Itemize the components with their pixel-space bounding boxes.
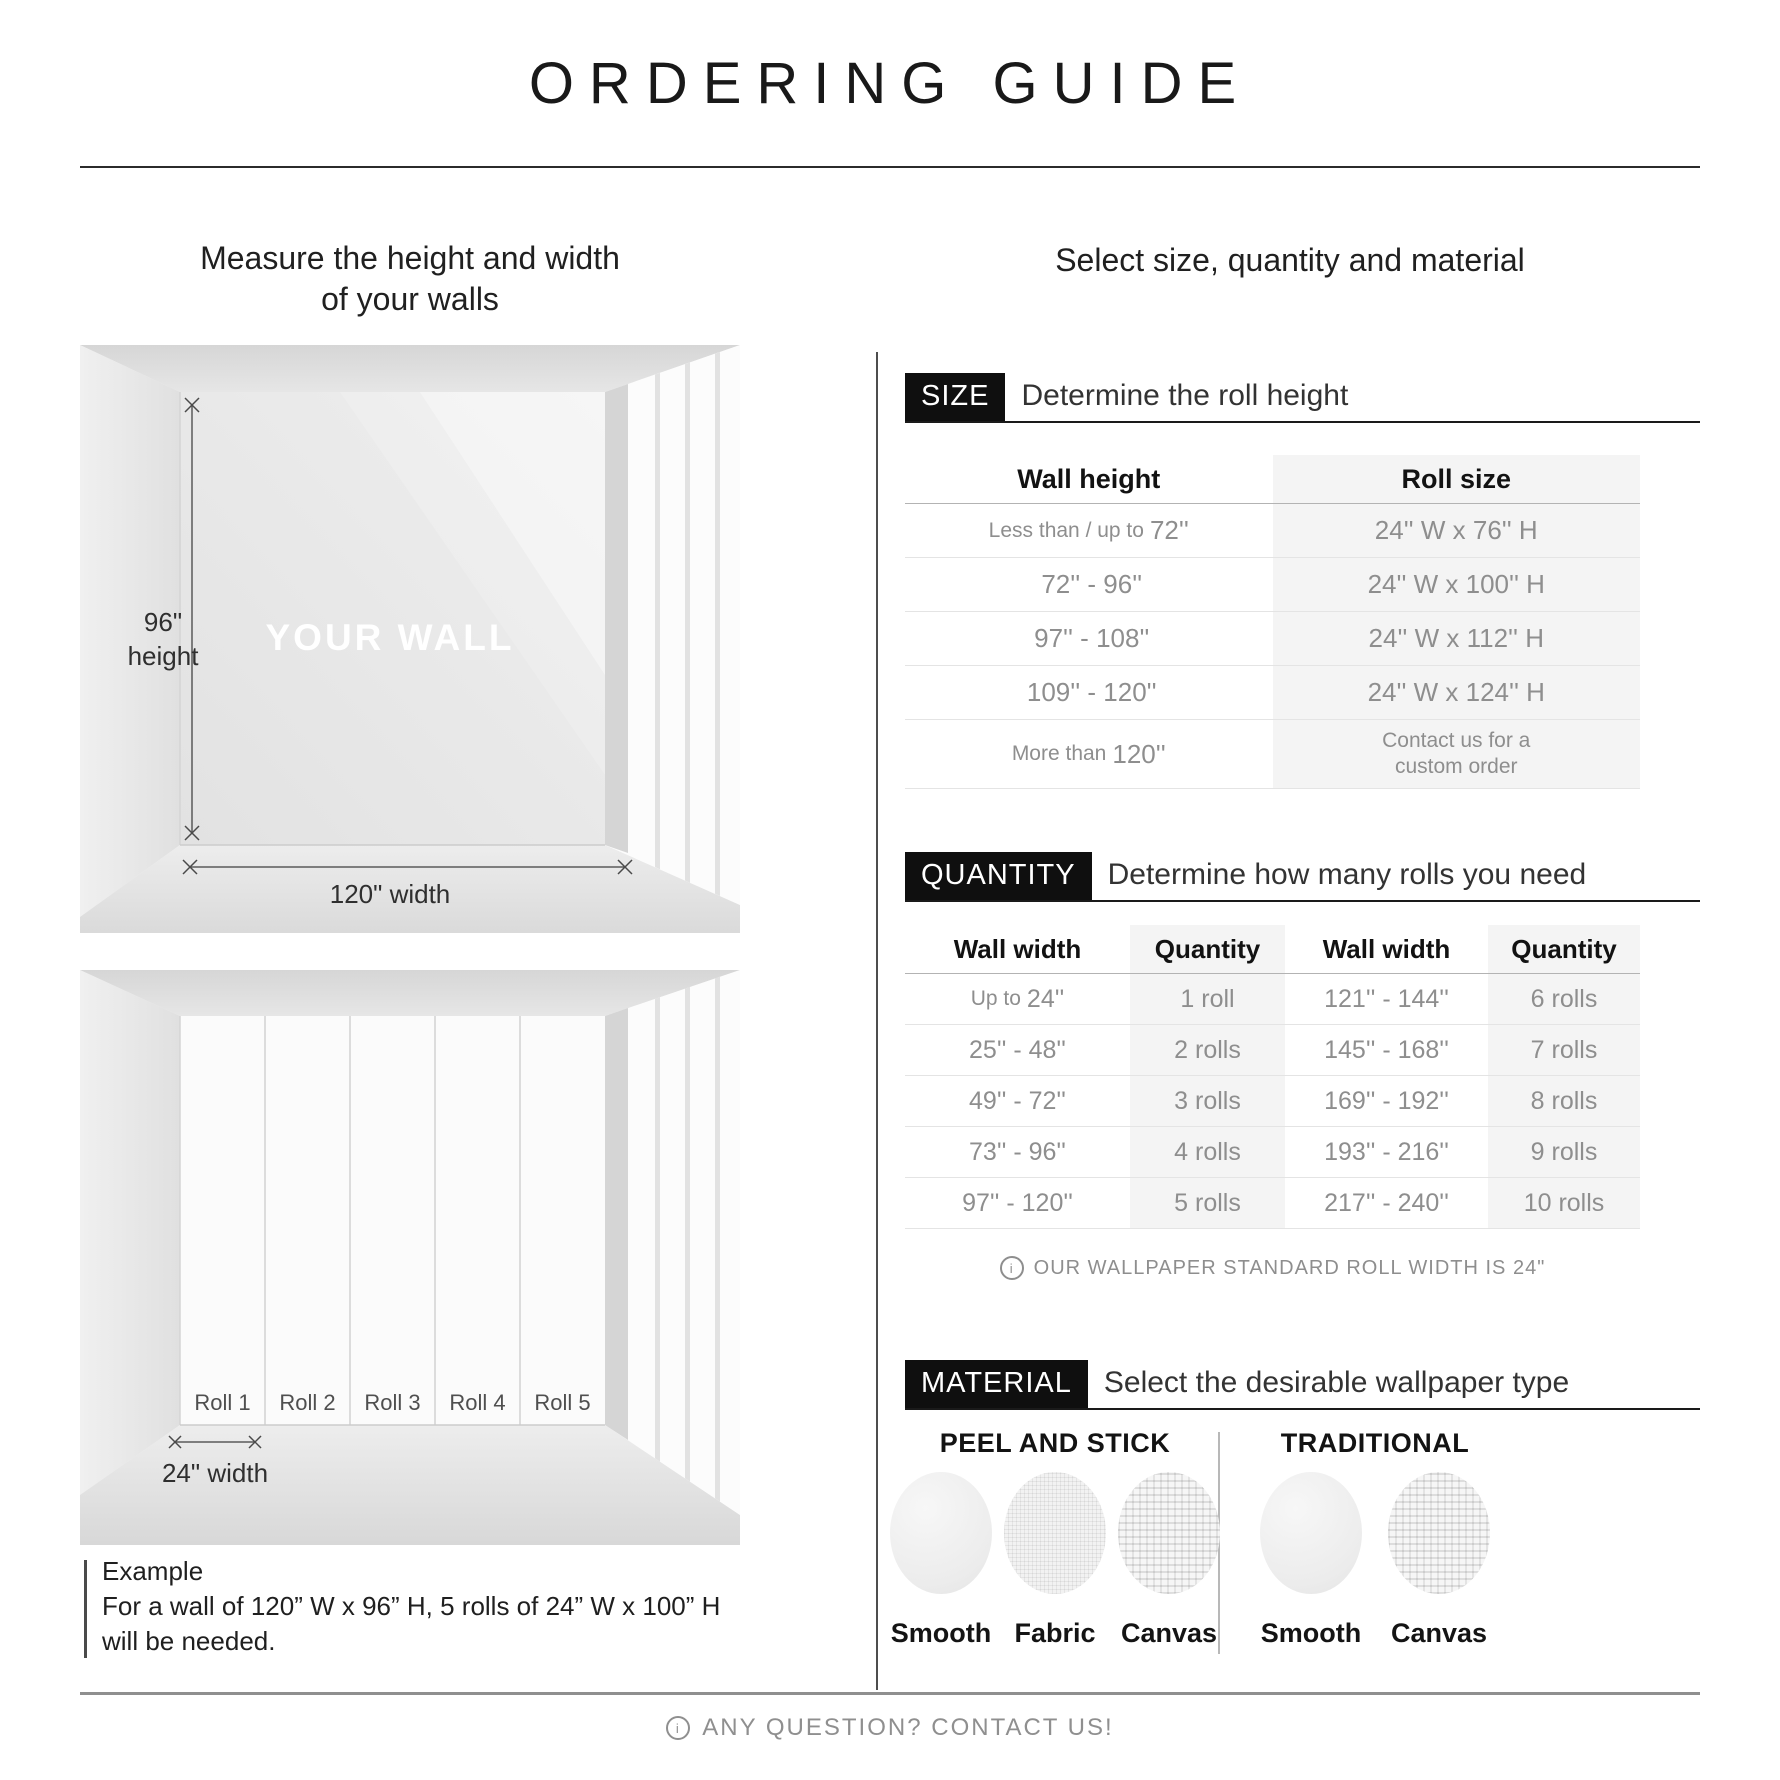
example-title: Example (102, 1556, 204, 1586)
wall-height-cell (905, 612, 1273, 665)
table-row (905, 720, 1640, 789)
wall-width-cell: 73'' - 96'' (969, 1137, 1066, 1166)
wall-width-cell: 121'' - 144'' (1324, 984, 1449, 1013)
cell-value: 97'' - 108'' (1034, 623, 1150, 653)
room-illustration-rolls (80, 970, 740, 1545)
size-table-header (905, 455, 1640, 504)
wall-height-cell (905, 720, 1273, 788)
cell-value: 120'' (1112, 738, 1166, 769)
roll-size-cell: 24'' W x 112'' H (1273, 612, 1641, 665)
footer-contact (0, 1714, 1780, 1742)
table-row (905, 974, 1640, 1025)
swatch-label: Smooth (890, 1618, 992, 1648)
cell-value: 24'' (1026, 984, 1065, 1013)
room1-window-mullion (655, 373, 660, 870)
material-option (1388, 1472, 1490, 1649)
quantity-table-header (905, 925, 1640, 974)
wall-height-value: 96" (143, 607, 183, 637)
wall-width-label: 120" width (329, 879, 451, 909)
size-col-wall-height: Wall height (1017, 463, 1161, 494)
quantity-cell: 7 rolls (1488, 1025, 1640, 1075)
left-heading-line2: of your walls (321, 281, 499, 317)
roll-1-label: Roll 1 (194, 1390, 251, 1415)
wall-width-cell: 169'' - 192'' (1324, 1086, 1449, 1115)
room1-window-mullion (685, 362, 690, 882)
room2-window-mullion (715, 977, 720, 1502)
room1-window-pillar (605, 384, 628, 853)
size-subtitle: Determine the roll height (1021, 378, 1349, 412)
cell-prefix: Up to (970, 987, 1021, 1010)
room2-left-wall (80, 970, 180, 1495)
column-divider (876, 352, 878, 1690)
swatch-label: Canvas (1120, 1618, 1218, 1648)
size-badge: SIZE (905, 373, 1005, 421)
peel-and-stick-heading: PEEL AND STICK (939, 1428, 1171, 1458)
room2-window-mullion (685, 987, 690, 1482)
header-divider (80, 166, 1700, 168)
example-line2: will be needed. (102, 1626, 276, 1656)
material-option (1260, 1472, 1362, 1649)
wall-height-cell (905, 558, 1273, 611)
roll-size-cell: 24'' W x 76'' H (1273, 504, 1641, 557)
wall-height-cell (905, 504, 1273, 557)
size-section-header (905, 373, 1700, 423)
room2-window-mullion (655, 997, 660, 1461)
wall-height-cell (905, 666, 1273, 719)
swatch-label: Fabric (1014, 1618, 1096, 1648)
peel-and-stick-options (890, 1472, 1220, 1649)
quantity-section-header (905, 852, 1700, 902)
quantity-cell: 9 rolls (1488, 1127, 1640, 1177)
example-line1: For a wall of 120” W x 96” H, 5 rolls of 24” W x 100” H (102, 1591, 721, 1621)
canvas-texture-swatch (1118, 1472, 1220, 1594)
room-illustration-measure (80, 345, 740, 933)
wall-width-cell: 97'' - 120'' (962, 1188, 1073, 1217)
table-row (905, 612, 1640, 666)
roll-width-label: 24" width (161, 1458, 269, 1488)
canvas-texture-swatch (1388, 1472, 1490, 1594)
wall-width-cell: 25'' - 48'' (969, 1035, 1066, 1064)
material-badge: MATERIAL (905, 1360, 1088, 1408)
quantity-cell: 10 rolls (1488, 1178, 1640, 1228)
qty-col-wall-width-2: Wall width (1322, 933, 1451, 964)
wall-width-cell: 145'' - 168'' (1324, 1035, 1449, 1064)
qty-col-quantity-2: Quantity (1488, 925, 1640, 973)
quantity-table (905, 925, 1640, 1229)
material-option (1004, 1472, 1106, 1649)
material-option (1118, 1472, 1220, 1649)
wall-width-cell: 193'' - 216'' (1324, 1137, 1449, 1166)
smooth-texture-swatch (890, 1472, 992, 1594)
material-option (890, 1472, 992, 1649)
wall-width-cell: 217'' - 240'' (1324, 1188, 1449, 1217)
cell-value: 72'' (1149, 515, 1189, 545)
wall-width-cell (905, 974, 1130, 1024)
roll-size-cell (1273, 720, 1641, 788)
quantity-badge: QUANTITY (905, 852, 1092, 900)
quantity-subtitle: Determine how many rolls you need (1107, 857, 1587, 891)
room1-window-mullion (715, 352, 720, 896)
material-subtitle: Select the desirable wallpaper type (1103, 1365, 1570, 1399)
swatch-label: Smooth (1260, 1618, 1362, 1648)
example-block (102, 1554, 742, 1659)
smooth-texture-swatch (1260, 1472, 1362, 1594)
example-accent-bar (84, 1560, 87, 1658)
table-row (905, 666, 1640, 720)
quantity-cell: 6 rolls (1488, 974, 1640, 1024)
info-icon: i (1000, 1256, 1024, 1280)
qty-col-wall-width-1: Wall width (953, 933, 1082, 964)
size-col-roll-size: Roll size (1273, 455, 1641, 503)
table-row (905, 1127, 1640, 1178)
room2-window-pillar (605, 1008, 628, 1440)
cell-prefix: More than (1011, 742, 1107, 765)
cell-value: 72'' - 96'' (1041, 569, 1143, 599)
quantity-cell: 2 rolls (1130, 1025, 1285, 1075)
cell-prefix: Less than / up to (988, 518, 1144, 542)
table-row (905, 1025, 1640, 1076)
quantity-cell: 4 rolls (1130, 1127, 1285, 1177)
traditional-heading: TRADITIONAL (1280, 1428, 1470, 1458)
roll-size-cell: 24'' W x 100'' H (1273, 558, 1641, 611)
qty-col-quantity-1: Quantity (1130, 925, 1285, 973)
swatch-label: Canvas (1390, 1618, 1488, 1648)
page-title: ORDERING GUIDE (528, 51, 1252, 116)
size-table (905, 455, 1640, 789)
left-heading-line1: Measure the height and width (200, 240, 620, 276)
roll-width-note (905, 1256, 1640, 1280)
traditional-options (1230, 1472, 1520, 1649)
roll-width-note-text: OUR WALLPAPER STANDARD ROLL WIDTH IS 24" (1033, 1256, 1546, 1279)
roll-5-label: Roll 5 (534, 1390, 591, 1415)
table-row (905, 1076, 1640, 1127)
quantity-cell: 3 rolls (1130, 1076, 1285, 1126)
info-icon: i (666, 1716, 690, 1740)
table-row (905, 1178, 1640, 1229)
roll-4-label: Roll 4 (449, 1390, 506, 1415)
your-wall-label: YOUR WALL (265, 617, 515, 658)
footer-divider (80, 1692, 1700, 1695)
roll-3-label: Roll 3 (364, 1390, 421, 1415)
roll-size-cell: 24'' W x 124'' H (1273, 666, 1641, 719)
roll-2-label: Roll 2 (279, 1390, 336, 1415)
quantity-cell: 1 roll (1130, 974, 1285, 1024)
cell-value: 109'' - 120'' (1026, 677, 1157, 707)
quantity-cell: 8 rolls (1488, 1076, 1640, 1126)
table-row (905, 504, 1640, 558)
left-column-heading (80, 238, 740, 320)
fabric-texture-swatch (1004, 1472, 1106, 1594)
wall-width-cell: 49'' - 72'' (969, 1086, 1066, 1115)
wall-height-label (98, 605, 228, 673)
wall-height-word: height (127, 641, 199, 671)
right-column-heading: Select size, quantity and material (1055, 242, 1525, 278)
footer-contact-text: ANY QUESTION? CONTACT US! (702, 1714, 1114, 1741)
room2-roll-panels (180, 1016, 605, 1425)
material-section-header (905, 1360, 1700, 1410)
custom-order-note: Contact us for a custom order (1382, 729, 1531, 778)
quantity-cell: 5 rolls (1130, 1178, 1285, 1228)
table-row (905, 558, 1640, 612)
